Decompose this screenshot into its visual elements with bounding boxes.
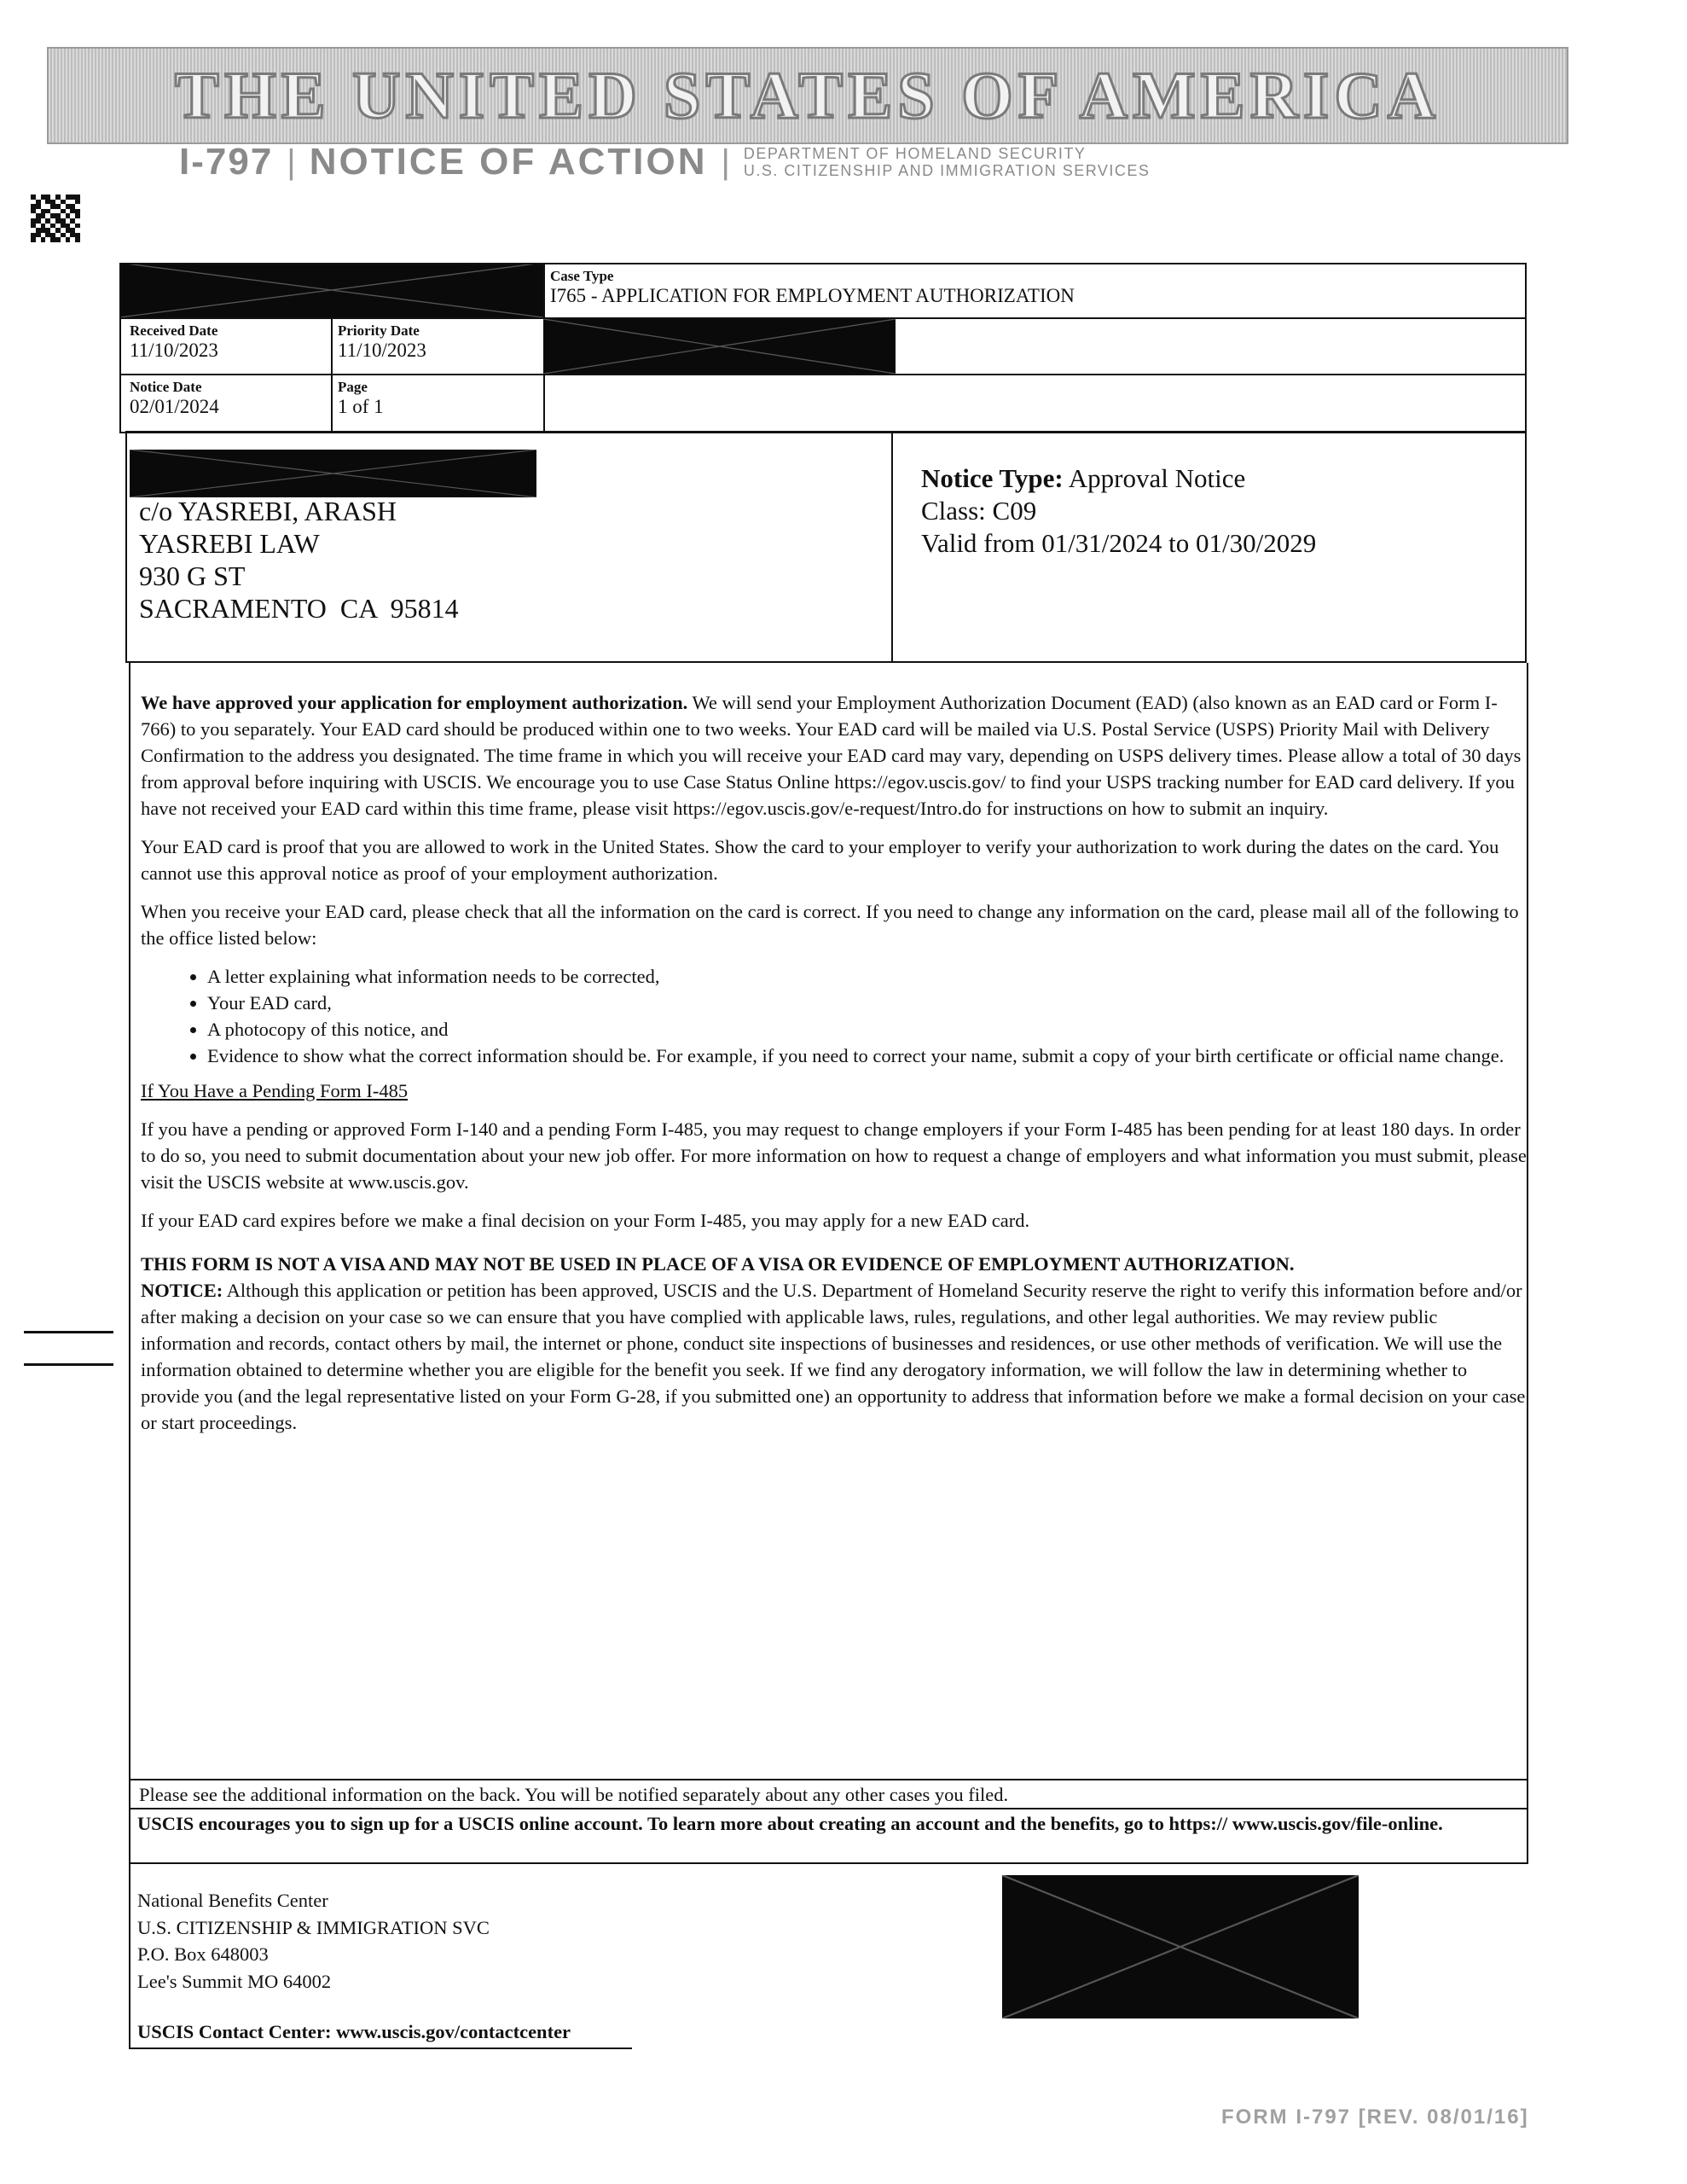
additional-info-text: Please see the additional information on the back. You will be notified separately about any other cases you filed. xyxy=(139,1784,1009,1805)
received-date-label: Received Date xyxy=(130,322,218,339)
correction-list xyxy=(182,963,1527,1069)
office-line-4: Lee's Summit MO 64002 xyxy=(137,1970,332,1992)
list-item: • A photocopy of this notice, and xyxy=(207,1016,1527,1043)
margin-mark xyxy=(24,1363,113,1366)
agency-block xyxy=(744,145,1151,179)
footer-frame-bottom xyxy=(129,2048,632,2049)
redacted-recipient-name xyxy=(130,450,536,497)
agency-line-2: U.S. CITIZENSHIP AND IMMIGRATION SERVICES xyxy=(743,162,1151,179)
title-separator: | xyxy=(721,142,730,181)
list-item: • A letter explaining what information needs to be corrected, xyxy=(207,963,1527,990)
page-cell xyxy=(338,379,384,418)
contact-center-text: USCIS Contact Center: www.uscis.gov/contactcenter xyxy=(137,2021,571,2042)
address-line-4: SACRAMENTO CA 95814 xyxy=(139,593,459,624)
ead-proof-paragraph: Your EAD card is proof that you are allowed to work in the United States. Show the card to your employer to verify your authorization to work during the dates on the card. You cannot use this approval notice as proof of your employment authorization. xyxy=(141,836,1499,884)
visa-warning-paragraph xyxy=(141,1251,1527,1436)
mailing-address xyxy=(139,495,459,624)
qr-code-icon xyxy=(31,195,80,242)
online-account-row xyxy=(129,1808,1528,1864)
case-type-label: Case Type xyxy=(550,268,614,284)
office-line-2: U.S. CITIZENSHIP & IMMIGRATION SVC xyxy=(137,1916,490,1938)
page-value: 1 of 1 xyxy=(338,396,384,417)
priority-date-label: Priority Date xyxy=(338,322,420,339)
notice-date-label: Notice Date xyxy=(130,379,202,395)
body-frame-left xyxy=(129,663,130,1780)
office-address xyxy=(137,1887,490,1995)
form-revision: FORM I-797 [REV. 08/01/16] xyxy=(1221,2106,1529,2129)
form-number: I-797 xyxy=(179,141,274,183)
priority-date-value: 11/10/2023 xyxy=(338,340,426,361)
ead-expiry-paragraph: If your EAD card expires before we make a final decision on your Form I-485, you may apply for a new EAD card. xyxy=(141,1210,1030,1231)
online-account-text: USCIS encourages you to sign up for a USCIS online account. To learn more about creating an account and the benefits, go to https:// www.uscis.gov/file-online. xyxy=(137,1813,1443,1834)
banner xyxy=(47,47,1568,144)
approval-paragraph xyxy=(141,689,1527,822)
approval-statement: We have approved your application for employment authorization. xyxy=(141,692,688,713)
address-line-2: YASREBI LAW xyxy=(139,528,320,559)
correction-paragraph: When you receive your EAD card, please check that all the information on the card is correct. If you need to change any information on the card, please mail all of the following to the office listed below: xyxy=(141,901,1519,949)
notice-type-info xyxy=(921,462,1316,560)
agency-line-1: DEPARTMENT OF HOMELAND SECURITY xyxy=(743,145,1087,162)
address-line-3: 930 G ST xyxy=(139,561,246,591)
additional-info-row xyxy=(129,1779,1528,1809)
body-frame-right xyxy=(1527,663,1528,1780)
notice-label: NOTICE: xyxy=(141,1280,223,1301)
notice-of-action-title: NOTICE OF ACTION xyxy=(309,141,708,183)
office-line-3: P.O. Box 648003 xyxy=(137,1943,269,1965)
office-line-1: National Benefits Center xyxy=(137,1890,328,1911)
page-label: Page xyxy=(338,379,368,395)
case-type-value: I765 - APPLICATION FOR EMPLOYMENT AUTHORIZATION xyxy=(550,285,1075,306)
notice-text: Although this application or petition has been approved, USCIS and the U.S. Department of Homeland Security reserve the right to verify this information before and/or after making a decision on your case so we can ensure that you have complied with applicable laws, rules, regulations, and other legal authorities. We may review public information and records, contact others by mail, the internet or phone, conduct site inspections of businesses and residences, or use other methods of verification. We will use the information obtained to determine whether you are eligible for the benefit you seek. If we find any derogatory information, we will follow the law in determining whether to provide you (and the legal representative listed on your Form G-28, if you submitted one) an opportunity to address that information before we make a formal decision on your case or start proceedings. xyxy=(141,1280,1526,1433)
i485-heading: If You Have a Pending Form I-485 xyxy=(141,1080,409,1101)
contact-center xyxy=(137,2019,571,2044)
approval-details: We will send your Employment Authorization Document (EAD) (also known as an EAD card or Form I-766) to you separately. Your EAD card should be produced within one to two weeks. Your EAD card will be mailed via U.S. Postal Service (USPS) Priority Mail with Delivery Confirmation to the address you designated. The time frame in which you will receive your EAD card may vary, depending on USPS delivery times. Please allow a total of 30 days from approval before inquiring with USCIS. We encourage you to use Case Status Online https://egov.uscis.gov/ to find your USPS tracking number for EAD card delivery. If you have not received your EAD card within this time frame, please visit https://egov.uscis.gov/e-request/Intro.do for instructions on how to submit an inquiry. xyxy=(141,692,1522,819)
list-item: • Your EAD card, xyxy=(207,990,1527,1016)
margin-mark xyxy=(24,1331,113,1333)
received-date-value: 11/10/2023 xyxy=(130,340,218,361)
case-type-cell xyxy=(550,268,1075,307)
footer-frame-left xyxy=(129,1864,130,2049)
redacted-barcode xyxy=(1002,1875,1359,2018)
banner-title: THE UNITED STATES OF AMERICA xyxy=(174,58,1441,132)
table-divider xyxy=(331,317,333,433)
notice-type-value: Approval Notice xyxy=(1068,463,1246,493)
class-line: Class: C09 xyxy=(921,496,1037,526)
address-line-1: c/o YASREBI, ARASH xyxy=(139,496,397,526)
visa-warning: THIS FORM IS NOT A VISA AND MAY NOT BE USED IN PLACE OF A VISA OR EVIDENCE OF EMPLOYMENT AUTHORIZATION. xyxy=(141,1253,1295,1275)
list-item: • Evidence to show what the correct information should be. For example, if you need to correct your name, submit a copy of your birth certificate or official name change. xyxy=(207,1043,1527,1069)
notice-type-label: Notice Type: xyxy=(921,463,1064,493)
notice-body xyxy=(141,689,1527,1436)
i485-paragraph: If you have a pending or approved Form I-140 and a pending Form I-485, you may request to change employers if your Form I-485 has been pending for at least 180 days. In order to do so, you need to submit documentation about your new job offer. For more information on how to request a change of employers and what information you must submit, please visit the USCIS website at www.uscis.gov. xyxy=(141,1118,1527,1193)
address-block-divider xyxy=(891,431,893,663)
notice-title-row xyxy=(179,141,1150,183)
notice-date-value: 02/01/2024 xyxy=(130,396,219,417)
valid-dates-line: Valid from 01/31/2024 to 01/30/2029 xyxy=(921,528,1317,558)
priority-date-cell xyxy=(338,322,426,362)
redacted-beneficiary-info xyxy=(543,319,896,374)
notice-date-cell xyxy=(130,379,219,418)
received-date-cell xyxy=(130,322,218,362)
title-separator: | xyxy=(287,142,296,181)
